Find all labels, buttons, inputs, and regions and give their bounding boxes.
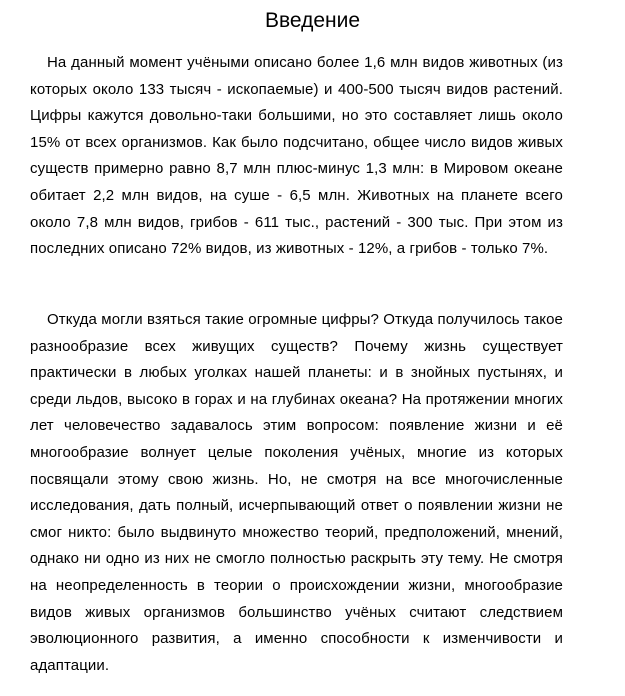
paragraph-2: Откуда могли взяться такие огромные цифры? Откуда получилось такое разнообразие всех живущих существ? Почему жизнь существует практически в любых уголках нашей планеты: и в знойных пустынях, и среди льдов, высоко в горах и на глубинах океана? На протяжении многих лет человечество задавалось этим вопросом: появление жизни и её многообразие волнует целые поколения учёных, многие из которых посвящали этому свою жизнь. Но, не смотря на все многочисленные исследования, дать полный, исчерпывающий ответ о появлении жизни не смог никто: было выдвинуто множество теорий, предположений, мнений, однако ни одно из них не смогло полностью раскрыть эту тему. Не смотря на неопределенность в теории о происхождении жизни, многообразие видов живых организмов большинство учёных считают следствием эволюционного развития, а именно способности к изменчивости и адаптации. xyxy=(30,311,563,674)
document-title: Введение xyxy=(264,9,361,32)
paragraph-1: На данный момент учёными описано более 1,6 млн видов животных (из которых около 133 тысяч - ископаемые) и 400-500 тысяч видов растений. Цифры кажутся довольно-таки большими, но это составляет лишь около 15% от всех организмов. Как было подсчитано, общее число видов живых существ примерно равно 8,7 млн плюс-минус 1,3 млн: в Мировом океане обитает 2,2 млн видов, на суше - 6,5 млн. Животных на планете всего около 7,8 млн видов, грибов - 611 тыс., растений - 300 тыс. При этом из последних описано 72% видов, из животных - 12%, а грибов - только 7%. xyxy=(30,54,563,258)
